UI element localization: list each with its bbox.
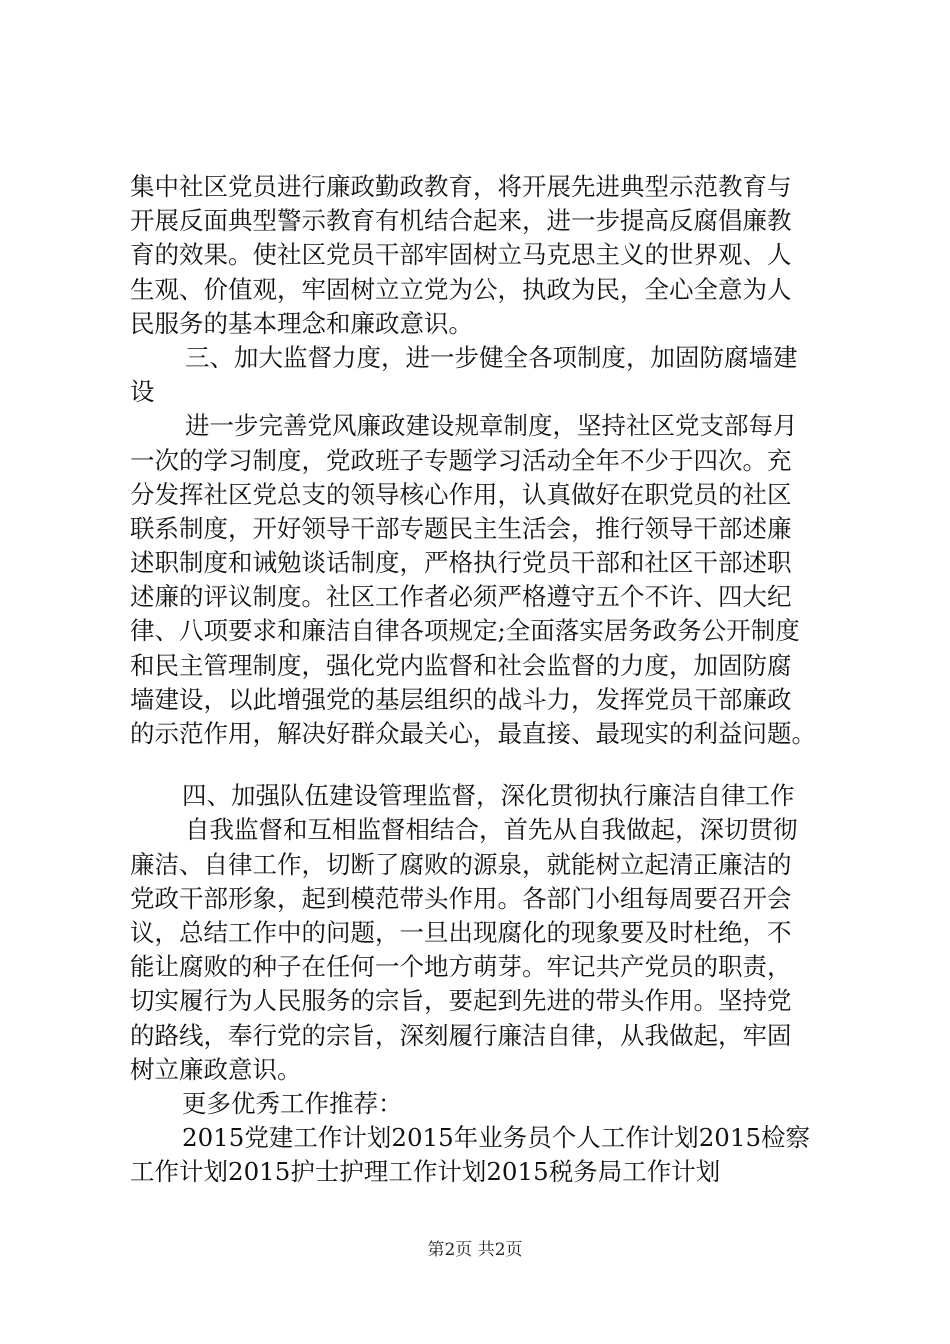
section-heading-3 bbox=[130, 341, 835, 409]
recommendations-label: 更多优秀工作推荐： bbox=[182, 1088, 403, 1118]
text-line: 廉洁、自律工作，切断了腐败的源泉，就能树立起清正廉洁的 bbox=[130, 849, 792, 879]
recommendations bbox=[130, 1087, 835, 1190]
text-line: 生观、价值观，牢固树立立党为公，执政为民，全心全意为人 bbox=[130, 274, 792, 304]
page-number-footer: 第2页 共2页 bbox=[427, 1240, 523, 1260]
text-line: 党政干部形象，起到模范带头作用。各部门小组每周要召开会 bbox=[130, 883, 792, 913]
paragraph-supervision bbox=[130, 409, 835, 751]
document-body bbox=[130, 170, 835, 1189]
text-line: 律、八项要求和廉洁自律各项规定;全面落实居务政务公开制度 bbox=[130, 616, 800, 646]
text-line: 一次的学习制度，党政班子专题学习活动全年不少于四次。充 bbox=[130, 445, 792, 475]
heading-line: 设 bbox=[130, 377, 155, 407]
text-line: 集中社区党员进行廉政勤政教育，将开展先进典型示范教育与 bbox=[130, 172, 792, 201]
text-line: 述廉的评议制度。社区工作者必须严格遵守五个不许、四大纪 bbox=[130, 582, 792, 612]
text-line: 墙建设，以此增强党的基层组织的战斗力，发挥党员干部廉政 bbox=[130, 684, 792, 714]
text-line: 能让腐败的种子在任何一个地方萌芽。牢记共产党员的职责， bbox=[130, 952, 792, 982]
text-line: 自我监督和互相监督相结合，首先从自我做起，深切贯彻 bbox=[185, 815, 798, 845]
paragraph-self-discipline bbox=[130, 813, 835, 1087]
recommendation-links[interactable]: 工作计划2015护士护理工作计划2015税务局工作计划 bbox=[130, 1157, 721, 1187]
text-line: 育的效果。使社区党员干部牢固树立马克思主义的世界观、人 bbox=[130, 240, 792, 270]
heading-line: 四、加强队伍建设管理监督，深化贯彻执行廉洁自律工作 bbox=[182, 781, 795, 811]
text-line: 联系制度，开好领导干部专题民主生活会，推行领导干部述廉 bbox=[130, 513, 792, 543]
text-line: 民服务的基本理念和廉政意识。 bbox=[130, 308, 473, 338]
text-line: 树立廉政意识。 bbox=[130, 1054, 302, 1084]
text-line: 述职制度和诫勉谈话制度，严格执行党员干部和社区干部述职 bbox=[130, 548, 792, 578]
text-line: 进一步完善党风廉政建设规章制度，坚持社区党支部每月 bbox=[185, 411, 798, 441]
section-heading-4 bbox=[130, 779, 835, 813]
text-line: 开展反面典型警示教育有机结合起来，进一步提高反腐倡廉教 bbox=[130, 206, 792, 236]
text-line: 和民主管理制度，强化党内监督和社会监督的力度，加固防腐 bbox=[130, 650, 792, 680]
text-line: 议，总结工作中的问题，一旦出现腐化的现象要及时杜绝，不 bbox=[130, 917, 792, 947]
text-line: 的示范作用，解决好群众最关心，最直接、最现实的利益问题。 bbox=[130, 719, 816, 748]
heading-line: 三、加大监督力度，进一步健全各项制度，加固防腐墙建 bbox=[185, 342, 798, 372]
paragraph-education bbox=[130, 170, 835, 341]
text-line: 分发挥社区党总支的领导核心作用，认真做好在职党员的社区 bbox=[130, 479, 792, 509]
paragraph-gap bbox=[130, 751, 835, 779]
text-line: 的路线，奉行党的宗旨，深刻履行廉洁自律，从我做起，牢固 bbox=[130, 1020, 792, 1050]
recommendation-links[interactable]: 2015党建工作计划2015年业务员个人工作计划2015检察 bbox=[182, 1123, 811, 1153]
text-line: 切实履行为人民服务的宗旨，要起到先进的带头作用。坚持党 bbox=[130, 986, 792, 1016]
